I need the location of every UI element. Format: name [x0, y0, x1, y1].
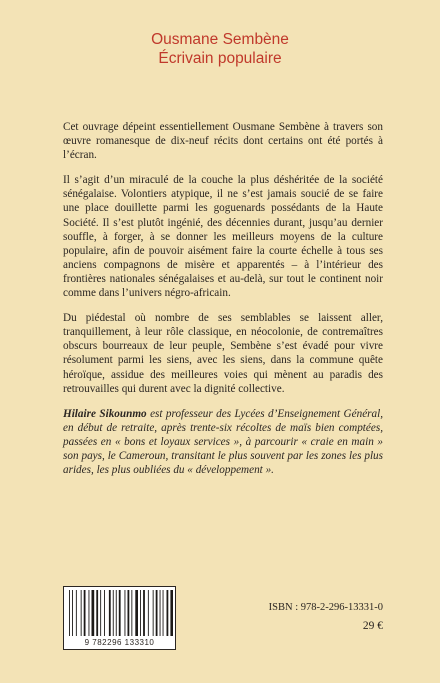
barcode-number: 9 782296 133310: [84, 638, 155, 647]
barcode-bar: [109, 590, 111, 636]
barcode-bar: [170, 590, 173, 636]
barcode-bar: [92, 590, 95, 636]
barcode-bar: [131, 590, 132, 636]
barcode-bar: [113, 590, 114, 636]
barcode-bar: [167, 590, 169, 636]
title-block: [0, 30, 440, 68]
barcode-bar: [116, 590, 117, 636]
barcode-bar: [72, 590, 73, 636]
barcode-bar: [163, 590, 164, 636]
barcode-bar: [100, 590, 101, 636]
paragraph-2: Il s’agit d’un miraculé de la couche la plus déshéritée de la société sénégalaise. Volontiers atypique, il ne s’est jamais soucié de se faire une place douillette parmi les goguenards possédants de la Haute Société. Il s’est plutôt ingénié, des décennies durant, jusqu’au dernier souffle, à forger, à se donner les meilleurs moyens de la culture populaire, afin de pouvoir aisément faire la courte échelle à tous ses anciens compagnons de misère et apparentés – à l’intérieur des frontières nationales sénégalaises et au-delà, sur tout le continent noir comme dans l’univers négro-africain.: [63, 174, 383, 300]
barcode-bar: [160, 590, 161, 636]
author-bio: [63, 407, 383, 477]
bio-author-name: Hilaire Sikounmo: [63, 407, 147, 420]
barcode-bar: [135, 590, 138, 636]
barcode-bar: [148, 590, 149, 636]
isbn: ISBN : 978-2-296-13331-0: [268, 602, 383, 613]
author-name: Ousmane Sembène: [151, 31, 289, 48]
paragraph-1: Cet ouvrage dépeint essentiellement Ousmane Sembène à travers son œuvre romanesque de dix-neuf récits dont certains ont été portés à l’écran.: [63, 121, 383, 162]
barcode-bar: [119, 590, 121, 636]
barcode-bar: [153, 590, 154, 636]
barcode-bar: [69, 590, 70, 636]
barcode-bar: [143, 590, 145, 636]
price: 29 €: [362, 620, 383, 632]
bio-text: est professeur des Lycées d’Enseignement Général, en début de retraite, après trente-six récoltes de maïs bien comptées, passées en « bons et loyaux services », à parcourir « craie en main » son pays, le Cameroun, transitant le plus souvent par les zones les plus arides, les plus oubliées du « développement ».: [63, 407, 384, 477]
book-subtitle: Écrivain populaire: [158, 50, 282, 67]
paragraph-3: Du piédestal où nombre de ses semblables se laissent aller, tranquillement, à leur rôle classique, en néocolonie, de contremaîtres obscurs bourreaux de leur peuple, Sembène s’est évadé pour vivre résolument parmi les siens, avec les siens, dans la commune quête héroïque, assidue des meilleures voies qui mènent au paradis des retrouvailles qui durent avec la dignité collective.: [63, 312, 383, 395]
barcode-bar: [89, 590, 90, 636]
barcode-bar: [76, 590, 77, 636]
barcode-bar: [125, 590, 126, 636]
barcode-bar: [104, 590, 105, 636]
barcode-bar: [140, 590, 141, 636]
barcode: [63, 586, 176, 650]
barcode-bar: [81, 590, 82, 636]
back-cover-text: [63, 120, 383, 488]
barcode-bar: [96, 590, 98, 636]
barcode-bar: [128, 590, 130, 636]
barcode-bar: [84, 590, 86, 636]
barcode-bar: [156, 590, 158, 636]
barcode-bars-icon: [68, 590, 173, 636]
